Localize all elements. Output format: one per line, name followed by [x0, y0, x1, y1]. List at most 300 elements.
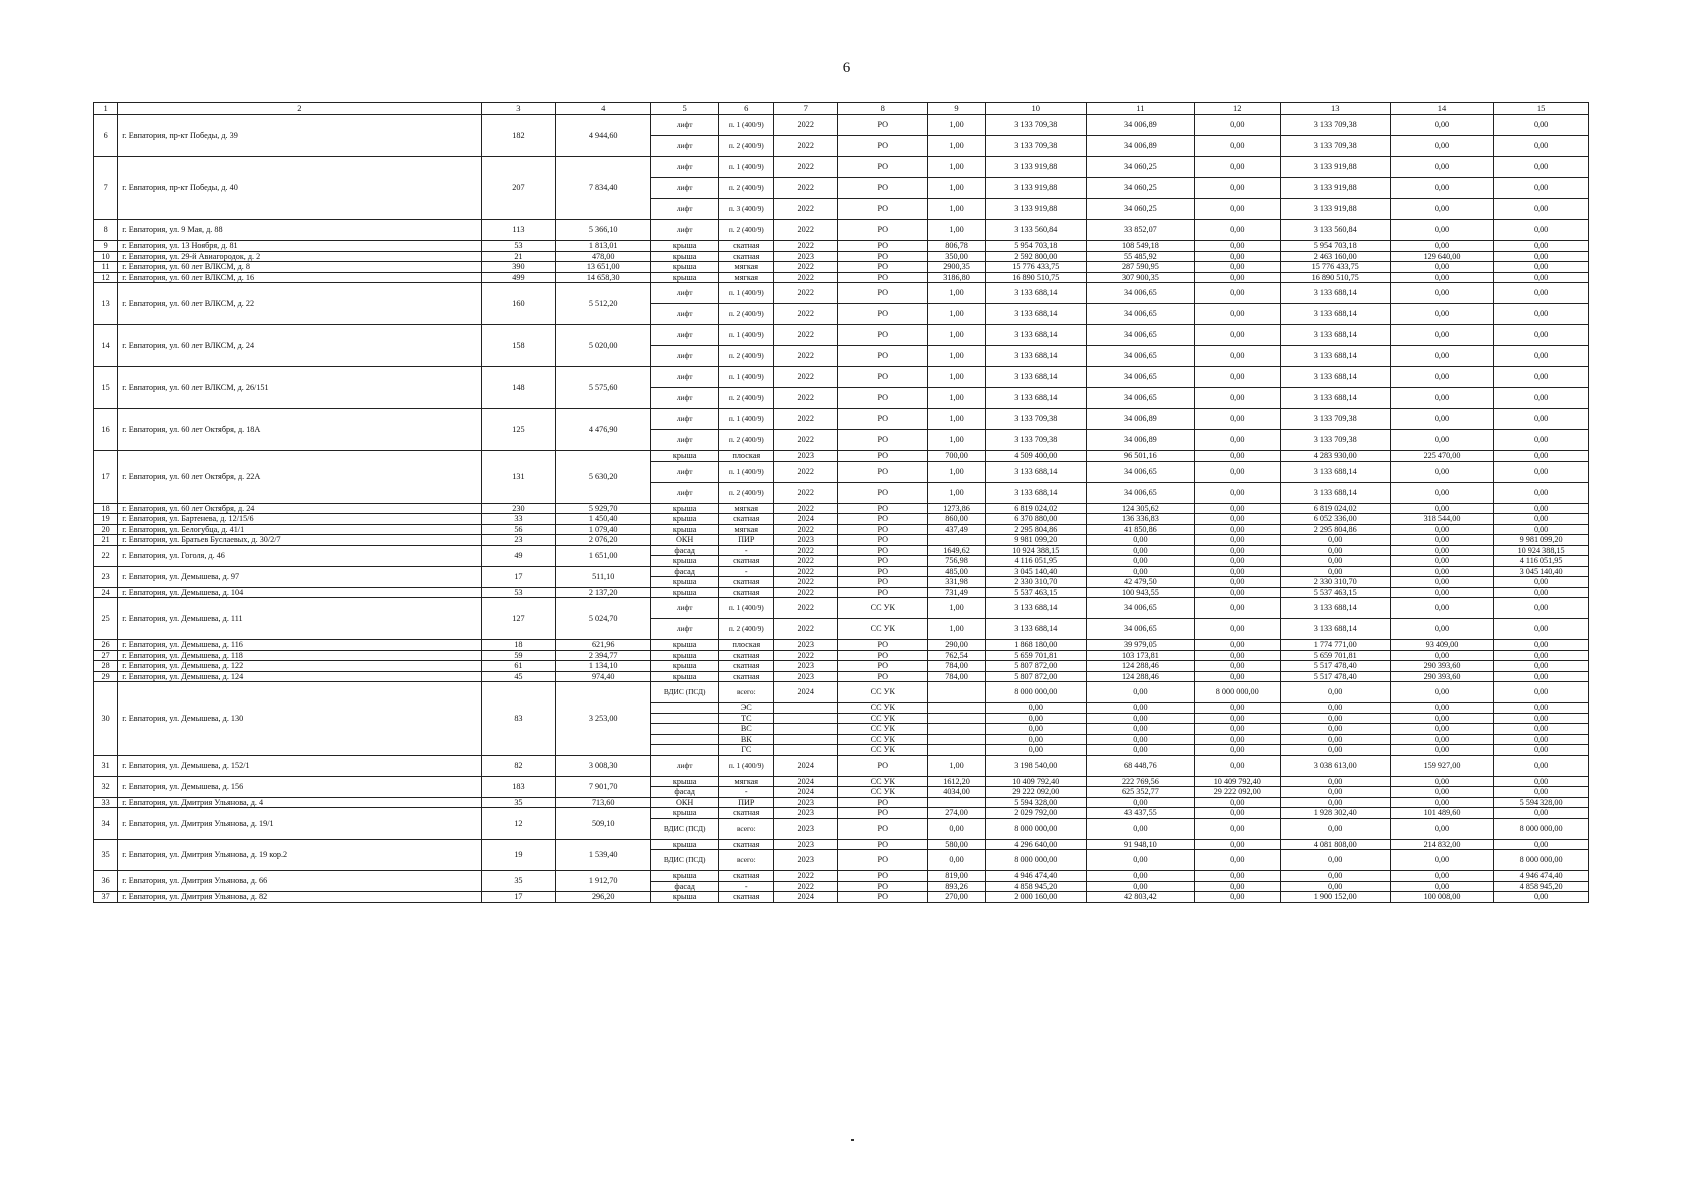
cost-col-13: 0,00 — [1280, 566, 1390, 577]
year: 2022 — [774, 220, 838, 241]
cost-col-12: 0,00 — [1194, 178, 1280, 199]
area: 621,96 — [556, 640, 651, 651]
units-count: 127 — [481, 598, 556, 640]
row-number: 32 — [94, 776, 118, 797]
cost-col-13: 0,00 — [1280, 556, 1390, 567]
cost-col-13: 5 537 463,15 — [1280, 587, 1390, 598]
total-cost: 3 133 709,38 — [985, 115, 1086, 136]
cost-col-11: 0,00 — [1086, 850, 1194, 871]
funding-source: РО — [838, 367, 928, 388]
cost-col-12: 0,00 — [1194, 514, 1280, 525]
cost-col-11: 34 006,89 — [1086, 430, 1194, 451]
year: 2024 — [774, 755, 838, 776]
cost-col-12: 0,00 — [1194, 755, 1280, 776]
cost-col-11: 34 006,89 — [1086, 115, 1194, 136]
work-type: крыша — [651, 650, 719, 661]
units-count: 61 — [481, 661, 556, 672]
volume: 580,00 — [928, 839, 985, 850]
total-cost: 2 330 310,70 — [985, 577, 1086, 588]
work-subtype: скатная — [719, 514, 774, 525]
cost-col-14: 159 927,00 — [1390, 755, 1493, 776]
cost-col-11: 124 288,46 — [1086, 661, 1194, 672]
cost-col-15: 0,00 — [1494, 409, 1589, 430]
total-cost: 3 133 919,88 — [985, 178, 1086, 199]
work-subtype: п. 2 (400/9) — [719, 304, 774, 325]
cost-col-14: 0,00 — [1390, 776, 1493, 787]
year: 2022 — [774, 587, 838, 598]
volume: 1,00 — [928, 409, 985, 430]
funding-source: СС УК — [838, 713, 928, 724]
funding-source: РО — [838, 262, 928, 273]
address: г. Евпатория, ул. Демышева, д. 156 — [118, 776, 481, 797]
header-cell: 3 — [481, 103, 556, 115]
area: 14 658,30 — [556, 272, 651, 283]
cost-col-13: 0,00 — [1280, 745, 1390, 756]
cost-col-14: 318 544,00 — [1390, 514, 1493, 525]
cost-col-14: 100 008,00 — [1390, 892, 1493, 903]
area: 2 394,77 — [556, 650, 651, 661]
row-number: 15 — [94, 367, 118, 409]
cost-col-11: 287 590,95 — [1086, 262, 1194, 273]
cost-col-14: 0,00 — [1390, 157, 1493, 178]
work-subtype: скатная — [719, 577, 774, 588]
work-subtype: п. 1 (400/9) — [719, 461, 774, 482]
work-type: лифт — [651, 346, 719, 367]
cost-col-15: 0,00 — [1494, 682, 1589, 703]
work-type: лифт — [651, 461, 719, 482]
cost-col-15: 0,00 — [1494, 283, 1589, 304]
total-cost: 4 296 640,00 — [985, 839, 1086, 850]
units-count: 158 — [481, 325, 556, 367]
cost-col-15: 0,00 — [1494, 587, 1589, 598]
work-subtype: п. 2 (400/9) — [719, 178, 774, 199]
cost-col-11: 34 006,65 — [1086, 482, 1194, 503]
year: 2024 — [774, 514, 838, 525]
work-type: фасад — [651, 881, 719, 892]
cost-col-13: 3 133 688,14 — [1280, 482, 1390, 503]
cost-col-14: 0,00 — [1390, 818, 1493, 839]
cost-col-14: 0,00 — [1390, 566, 1493, 577]
work-type: лифт — [651, 304, 719, 325]
area: 3 008,30 — [556, 755, 651, 776]
funding-source: РО — [838, 482, 928, 503]
cost-col-15: 0,00 — [1494, 272, 1589, 283]
cost-col-13: 6 052 336,00 — [1280, 514, 1390, 525]
work-subtype: ГС — [719, 745, 774, 756]
cost-col-11: 34 006,65 — [1086, 304, 1194, 325]
volume: 1,00 — [928, 755, 985, 776]
work-type: лифт — [651, 367, 719, 388]
row-number: 34 — [94, 808, 118, 840]
row-number: 31 — [94, 755, 118, 776]
volume: 1,00 — [928, 115, 985, 136]
address: г. Евпатория, ул. 60 лет Октября, д. 18А — [118, 409, 481, 451]
cost-col-12: 0,00 — [1194, 451, 1280, 462]
total-cost: 29 222 092,00 — [985, 787, 1086, 798]
row-number: 12 — [94, 272, 118, 283]
funding-source: РО — [838, 587, 928, 598]
volume: 762,54 — [928, 650, 985, 661]
work-type: лифт — [651, 482, 719, 503]
row-number: 22 — [94, 545, 118, 566]
cost-col-11: 0,00 — [1086, 545, 1194, 556]
work-type: фасад — [651, 566, 719, 577]
volume: 290,00 — [928, 640, 985, 651]
cost-col-11: 34 006,65 — [1086, 461, 1194, 482]
cost-col-14: 0,00 — [1390, 115, 1493, 136]
cost-col-12: 0,00 — [1194, 545, 1280, 556]
cost-col-12: 0,00 — [1194, 619, 1280, 640]
volume: 0,00 — [928, 818, 985, 839]
cost-col-12: 0,00 — [1194, 325, 1280, 346]
address: г. Евпатория, ул. Дмитрия Ульянова, д. 82 — [118, 892, 481, 903]
units-count: 23 — [481, 535, 556, 546]
cost-col-15: 0,00 — [1494, 598, 1589, 619]
volume — [928, 797, 985, 808]
year: 2022 — [774, 199, 838, 220]
work-type: крыша — [651, 577, 719, 588]
address: г. Евпатория, ул. 60 лет ВЛКСМ, д. 22 — [118, 283, 481, 325]
cost-col-15: 3 045 140,40 — [1494, 566, 1589, 577]
funding-source: РО — [838, 346, 928, 367]
cost-col-13: 0,00 — [1280, 682, 1390, 703]
area: 509,10 — [556, 808, 651, 840]
table-row — [94, 524, 1589, 535]
total-cost: 5 807 872,00 — [985, 671, 1086, 682]
cost-col-15: 0,00 — [1494, 461, 1589, 482]
cost-col-12: 0,00 — [1194, 808, 1280, 819]
year — [774, 713, 838, 724]
cost-col-15: 0,00 — [1494, 755, 1589, 776]
address: г. Евпатория, ул. Дмитрия Ульянова, д. 19 кор.2 — [118, 839, 481, 871]
area: 3 253,00 — [556, 682, 651, 756]
cost-col-12: 0,00 — [1194, 115, 1280, 136]
cost-col-11: 307 900,35 — [1086, 272, 1194, 283]
header-cell: 15 — [1494, 103, 1589, 115]
cost-col-11: 34 060,25 — [1086, 199, 1194, 220]
units-count: 83 — [481, 682, 556, 756]
area: 296,20 — [556, 892, 651, 903]
funding-source: РО — [838, 797, 928, 808]
cost-col-15: 0,00 — [1494, 430, 1589, 451]
funding-source: РО — [838, 566, 928, 577]
funding-source: РО — [838, 388, 928, 409]
header-cell: 6 — [719, 103, 774, 115]
units-count: 21 — [481, 251, 556, 262]
work-type: лифт — [651, 283, 719, 304]
row-number: 7 — [94, 157, 118, 220]
work-type: лифт — [651, 136, 719, 157]
total-cost: 3 133 688,14 — [985, 304, 1086, 325]
year: 2022 — [774, 346, 838, 367]
funding-source: РО — [838, 503, 928, 514]
cost-col-11: 34 006,65 — [1086, 619, 1194, 640]
work-subtype: скатная — [719, 839, 774, 850]
year: 2022 — [774, 881, 838, 892]
area: 5 575,60 — [556, 367, 651, 409]
work-subtype: ПИР — [719, 797, 774, 808]
cost-col-11: 0,00 — [1086, 703, 1194, 714]
cost-col-11: 0,00 — [1086, 556, 1194, 567]
total-cost: 16 890 510,75 — [985, 272, 1086, 283]
cost-col-12: 0,00 — [1194, 734, 1280, 745]
cost-col-13: 0,00 — [1280, 545, 1390, 556]
funding-source: РО — [838, 220, 928, 241]
cost-col-15: 4 858 945,20 — [1494, 881, 1589, 892]
units-count: 53 — [481, 241, 556, 252]
row-number: 23 — [94, 566, 118, 587]
row-number: 9 — [94, 241, 118, 252]
cost-col-13: 3 133 709,38 — [1280, 136, 1390, 157]
area: 1 539,40 — [556, 839, 651, 871]
cost-col-14: 0,00 — [1390, 734, 1493, 745]
area: 1 450,40 — [556, 514, 651, 525]
work-subtype: п. 1 (400/9) — [719, 115, 774, 136]
cost-col-13: 15 776 433,75 — [1280, 262, 1390, 273]
cost-col-14: 0,00 — [1390, 881, 1493, 892]
work-subtype: всего: — [719, 682, 774, 703]
cost-col-14: 0,00 — [1390, 241, 1493, 252]
cost-col-15: 0,00 — [1494, 839, 1589, 850]
total-cost: 3 133 709,38 — [985, 430, 1086, 451]
work-type: крыша — [651, 514, 719, 525]
funding-source: СС УК — [838, 703, 928, 714]
cost-col-12: 0,00 — [1194, 535, 1280, 546]
funding-source: РО — [838, 157, 928, 178]
address: г. Евпатория, ул. 60 лет ВЛКСМ, д. 24 — [118, 325, 481, 367]
cost-col-13: 1 774 771,00 — [1280, 640, 1390, 651]
cost-col-14: 0,00 — [1390, 787, 1493, 798]
work-type: крыша — [651, 776, 719, 787]
work-type: лифт — [651, 220, 719, 241]
year — [774, 724, 838, 735]
total-cost: 5 659 701,81 — [985, 650, 1086, 661]
units-count: 182 — [481, 115, 556, 157]
year: 2022 — [774, 503, 838, 514]
cost-col-11: 68 448,76 — [1086, 755, 1194, 776]
units-count: 390 — [481, 262, 556, 273]
volume: 860,00 — [928, 514, 985, 525]
funding-source: РО — [838, 818, 928, 839]
cost-col-14: 0,00 — [1390, 682, 1493, 703]
work-subtype: п. 2 (400/9) — [719, 619, 774, 640]
year: 2022 — [774, 136, 838, 157]
area: 7 834,40 — [556, 157, 651, 220]
funding-source: РО — [838, 556, 928, 567]
row-number: 30 — [94, 682, 118, 756]
work-type: ОКН — [651, 535, 719, 546]
units-count: 113 — [481, 220, 556, 241]
work-subtype: п. 2 (400/9) — [719, 388, 774, 409]
funding-source: РО — [838, 115, 928, 136]
volume: 784,00 — [928, 661, 985, 672]
units-count: 19 — [481, 839, 556, 871]
funding-source: СС УК — [838, 619, 928, 640]
cost-col-13: 5 517 478,40 — [1280, 661, 1390, 672]
total-cost: 3 133 688,14 — [985, 619, 1086, 640]
cost-col-11: 34 060,25 — [1086, 178, 1194, 199]
cost-col-15: 0,00 — [1494, 713, 1589, 724]
units-count: 17 — [481, 566, 556, 587]
volume: 1273,86 — [928, 503, 985, 514]
units-count: 230 — [481, 503, 556, 514]
address: г. Евпатория, ул. Демышева, д. 111 — [118, 598, 481, 640]
table-row — [94, 545, 1589, 556]
work-subtype: скатная — [719, 241, 774, 252]
cost-col-11: 42 803,42 — [1086, 892, 1194, 903]
total-cost: 5 807 872,00 — [985, 661, 1086, 672]
cost-col-13: 0,00 — [1280, 881, 1390, 892]
work-type: ВДИС (ПСД) — [651, 818, 719, 839]
year: 2022 — [774, 871, 838, 882]
total-cost: 3 133 688,14 — [985, 461, 1086, 482]
volume: 784,00 — [928, 671, 985, 682]
cost-col-15: 0,00 — [1494, 178, 1589, 199]
units-count: 18 — [481, 640, 556, 651]
row-number: 16 — [94, 409, 118, 451]
cost-col-12: 0,00 — [1194, 220, 1280, 241]
volume: 1,00 — [928, 367, 985, 388]
cost-col-12: 0,00 — [1194, 577, 1280, 588]
cost-col-12: 0,00 — [1194, 703, 1280, 714]
total-cost: 2 029 792,00 — [985, 808, 1086, 819]
units-count: 49 — [481, 545, 556, 566]
funding-source: РО — [838, 304, 928, 325]
row-number: 27 — [94, 650, 118, 661]
work-type: лифт — [651, 598, 719, 619]
cost-col-14: 0,00 — [1390, 272, 1493, 283]
work-subtype: п. 1 (400/9) — [719, 755, 774, 776]
table-row — [94, 661, 1589, 672]
volume — [928, 703, 985, 714]
cost-col-12: 0,00 — [1194, 745, 1280, 756]
work-type: лифт — [651, 178, 719, 199]
row-number: 11 — [94, 262, 118, 273]
table-row — [94, 755, 1589, 776]
year: 2022 — [774, 272, 838, 283]
cost-col-14: 0,00 — [1390, 503, 1493, 514]
cost-col-11: 34 006,65 — [1086, 598, 1194, 619]
cost-col-11: 0,00 — [1086, 566, 1194, 577]
year: 2023 — [774, 535, 838, 546]
volume: 1,00 — [928, 461, 985, 482]
funding-source: РО — [838, 640, 928, 651]
volume — [928, 724, 985, 735]
funding-source: РО — [838, 199, 928, 220]
cost-col-14: 290 393,60 — [1390, 671, 1493, 682]
work-type: фасад — [651, 787, 719, 798]
table-row — [94, 367, 1589, 388]
cost-col-14: 0,00 — [1390, 262, 1493, 273]
total-cost: 2 592 800,00 — [985, 251, 1086, 262]
units-count: 207 — [481, 157, 556, 220]
area: 1 651,00 — [556, 545, 651, 566]
work-type: крыша — [651, 892, 719, 903]
table-row — [94, 272, 1589, 283]
cost-col-14: 0,00 — [1390, 577, 1493, 588]
cost-col-14: 0,00 — [1390, 367, 1493, 388]
area: 1 134,10 — [556, 661, 651, 672]
cost-col-14: 0,00 — [1390, 619, 1493, 640]
volume — [928, 682, 985, 703]
year: 2023 — [774, 671, 838, 682]
address: г. Евпатория, ул. 9 Мая, д. 88 — [118, 220, 481, 241]
cost-col-15: 0,00 — [1494, 776, 1589, 787]
work-type: крыша — [651, 262, 719, 273]
cost-col-13: 3 133 688,14 — [1280, 619, 1390, 640]
cost-col-13: 0,00 — [1280, 871, 1390, 882]
cost-col-13: 3 133 688,14 — [1280, 461, 1390, 482]
header-cell: 11 — [1086, 103, 1194, 115]
funding-source: РО — [838, 535, 928, 546]
work-type — [651, 745, 719, 756]
total-cost: 3 133 709,38 — [985, 409, 1086, 430]
total-cost: 6 819 024,02 — [985, 503, 1086, 514]
units-count: 499 — [481, 272, 556, 283]
total-cost: 4 858 945,20 — [985, 881, 1086, 892]
total-cost: 5 594 328,00 — [985, 797, 1086, 808]
funding-source: СС УК — [838, 598, 928, 619]
table-row — [94, 251, 1589, 262]
cost-col-13: 3 133 688,14 — [1280, 283, 1390, 304]
funding-source: РО — [838, 850, 928, 871]
volume — [928, 745, 985, 756]
year: 2022 — [774, 566, 838, 577]
work-type: лифт — [651, 199, 719, 220]
units-count: 17 — [481, 892, 556, 903]
table-row — [94, 808, 1589, 819]
work-type: крыша — [651, 503, 719, 514]
cost-col-13: 0,00 — [1280, 713, 1390, 724]
address: г. Евпатория, пр-кт Победы, д. 39 — [118, 115, 481, 157]
header-cell: 8 — [838, 103, 928, 115]
total-cost: 3 133 688,14 — [985, 598, 1086, 619]
funding-source: РО — [838, 409, 928, 430]
cost-col-13: 3 133 919,88 — [1280, 178, 1390, 199]
cost-col-13: 3 133 560,84 — [1280, 220, 1390, 241]
units-count: 45 — [481, 671, 556, 682]
volume: 1,00 — [928, 482, 985, 503]
cost-col-11: 108 549,18 — [1086, 241, 1194, 252]
cost-col-15: 0,00 — [1494, 241, 1589, 252]
table-row — [94, 892, 1589, 903]
table-row — [94, 157, 1589, 178]
cost-col-12: 10 409 792,40 — [1194, 776, 1280, 787]
work-subtype: - — [719, 545, 774, 556]
total-cost: 4 946 474,40 — [985, 871, 1086, 882]
units-count: 160 — [481, 283, 556, 325]
work-subtype: п. 1 (400/9) — [719, 367, 774, 388]
cost-col-15: 0,00 — [1494, 724, 1589, 735]
funding-source: РО — [838, 251, 928, 262]
work-type: крыша — [651, 272, 719, 283]
row-number: 13 — [94, 283, 118, 325]
cost-col-12: 0,00 — [1194, 650, 1280, 661]
work-type: лифт — [651, 157, 719, 178]
funding-source: РО — [838, 514, 928, 525]
table-row — [94, 503, 1589, 514]
funding-source: РО — [838, 325, 928, 346]
row-number: 14 — [94, 325, 118, 367]
cost-col-11: 42 479,50 — [1086, 577, 1194, 588]
funding-source: РО — [838, 461, 928, 482]
year — [774, 703, 838, 714]
cost-col-13: 3 133 709,38 — [1280, 409, 1390, 430]
work-subtype: п. 2 (400/9) — [719, 136, 774, 157]
table-row — [94, 262, 1589, 273]
total-cost: 3 133 688,14 — [985, 325, 1086, 346]
year: 2022 — [774, 650, 838, 661]
